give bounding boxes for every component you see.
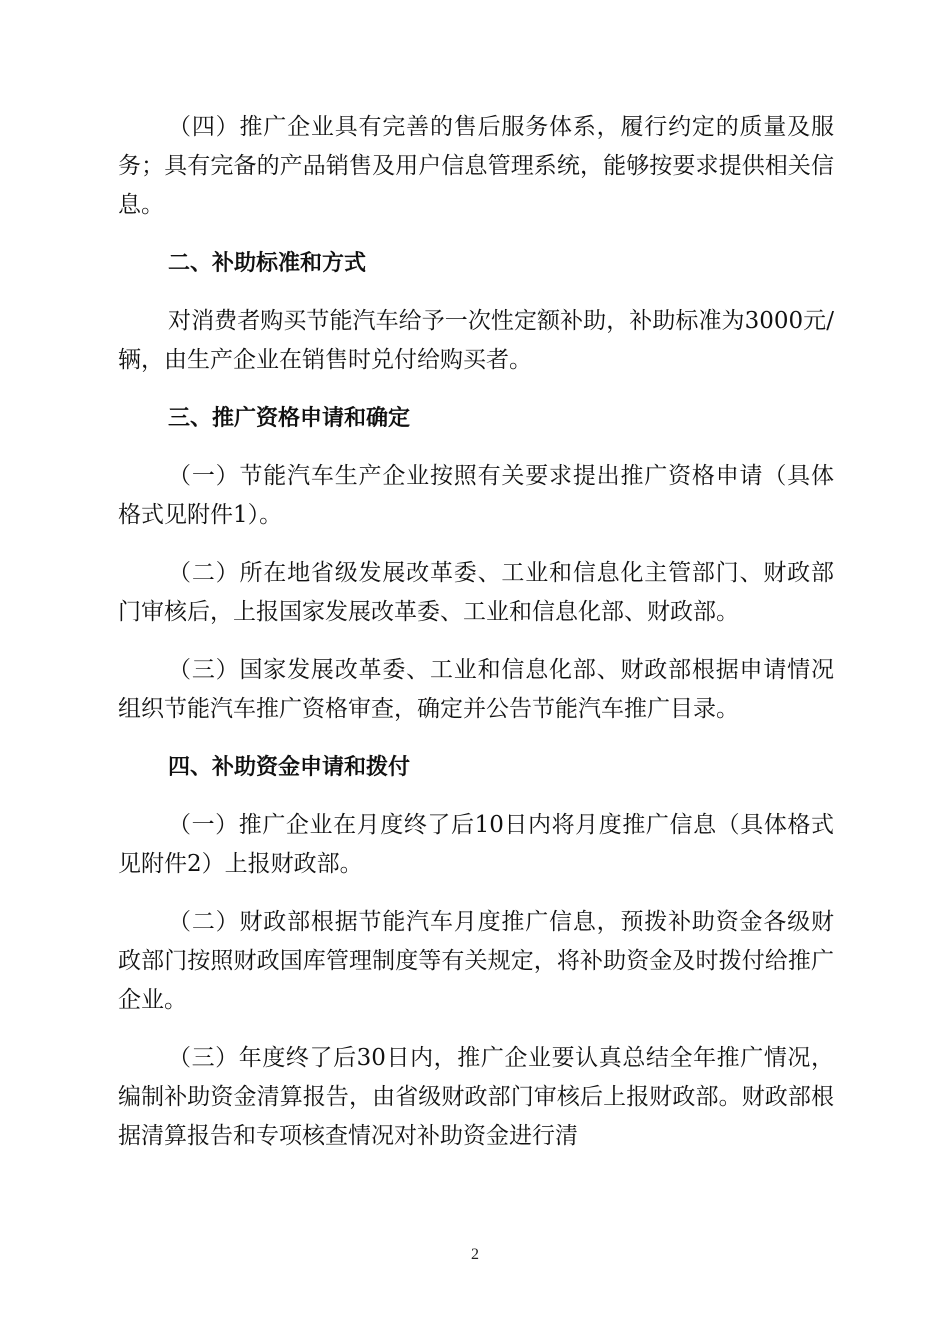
document-body (118, 108, 834, 1175)
section-heading-2: 二、补助标准和方式 (168, 251, 367, 276)
paragraph-funding-3: （三）年度终了后30日内，推广企业要认真总结全年推广情况，编制补助资金清算报告，由省级财政部门审核后上报财政部。财政部根据清算报告和专项核查情况对补助资金进行清 (118, 1045, 834, 1149)
page-number: 2 (471, 1246, 479, 1263)
paragraph-qualification-3: （三）国家发展改革委、工业和信息化部、财政部根据申请情况组织节能汽车推广资格审查，确定并公告节能汽车推广目录。 (118, 657, 834, 722)
paragraph-funding-2: （二）财政部根据节能汽车月度推广信息，预拨补助资金各级财政部门按照财政国库管理制度等有关规定，将补助资金及时拨付给推广企业。 (118, 909, 834, 1013)
section-heading-4: 四、补助资金申请和拨付 (168, 755, 411, 780)
paragraph-subsidy-standard: 对消费者购买节能汽车给予一次性定额补助，补助标准为3000元/辆，由生产企业在销售时兑付给购买者。 (118, 308, 834, 373)
paragraph-qualification-2: （二）所在地省级发展改革委、工业和信息化主管部门、财政部门审核后，上报国家发展改革委、工业和信息化部、财政部。 (118, 560, 834, 625)
paragraph-item-4: （四）推广企业具有完善的售后服务体系，履行约定的质量及服务；具有完备的产品销售及用户信息管理系统，能够按要求提供相关信息。 (118, 114, 834, 218)
section-heading-3: 三、推广资格申请和确定 (168, 406, 411, 431)
paragraph-qualification-1: （一）节能汽车生产企业按照有关要求提出推广资格申请（具体格式见附件1）。 (118, 463, 834, 528)
paragraph-funding-1: （一）推广企业在月度终了后10日内将月度推广信息（具体格式见附件2）上报财政部。 (118, 812, 834, 877)
